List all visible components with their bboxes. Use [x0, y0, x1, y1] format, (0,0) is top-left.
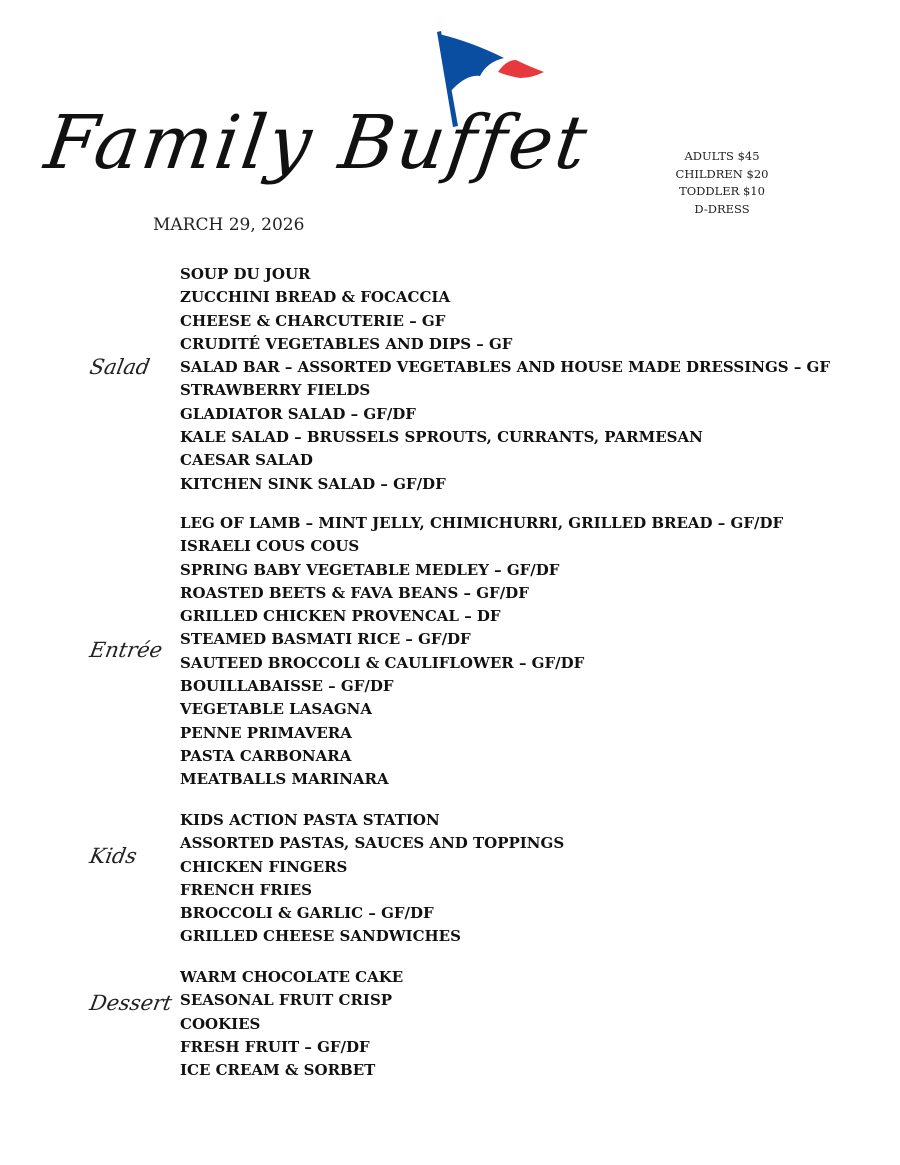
menu-item: BOUILLABAISSE – GF/DF	[180, 677, 394, 696]
price-children: CHILDREN $20	[675, 166, 769, 181]
menu-item: PENNE PRIMAVERA	[180, 723, 352, 742]
menu-item: FRENCH FRIES	[180, 880, 312, 899]
menu-item: MEATBALLS MARINARA	[180, 770, 389, 789]
menu-item: ICE CREAM & SORBET	[180, 1061, 376, 1080]
menu-item: GLADIATOR SALAD – GF/DF	[180, 404, 416, 423]
price-adults: ADULTS $45	[684, 149, 760, 163]
menu-item: CHICKEN FINGERS	[180, 857, 348, 876]
menu-item: VEGETABLE LASAGNA	[180, 700, 372, 719]
menu-item: SPRING BABY VEGETABLE MEDLEY – GF/DF	[180, 560, 560, 579]
kids-label: Kids	[87, 844, 139, 868]
price-list	[660, 148, 784, 218]
menu-item: CAESAR SALAD	[180, 451, 313, 470]
menu-item: KIDS ACTION PASTA STATION	[180, 811, 440, 829]
entree-items	[180, 512, 880, 792]
menu-item: ZUCCHINI BREAD & FOCACCIA	[180, 288, 451, 307]
entree-label: Entrée	[87, 638, 165, 662]
menu-item: CRUDITÉ VEGETABLES AND DIPS – GF	[180, 334, 513, 353]
menu-item: CHEESE & CHARCUTERIE – GF	[180, 311, 446, 330]
dessert-items	[180, 966, 880, 1082]
menu-item: STEAMED BASMATI RICE – GF/DF	[180, 630, 471, 649]
burgee-flag-icon	[432, 28, 548, 128]
menu-item: SALAD BAR – ASSORTED VEGETABLES AND HOUSE MADE DRESSINGS – GF	[180, 358, 830, 377]
dessert-label: Dessert	[87, 991, 174, 1015]
menu-item: GRILLED CHEESE SANDWICHES	[180, 927, 461, 946]
menu-item: SOUP DU JOUR	[180, 265, 311, 283]
menu-item: ROASTED BEETS & FAVA BEANS – GF/DF	[180, 583, 529, 602]
menu-item: LEG OF LAMB – MINT JELLY, CHIMICHURRI, GRILLED BREAD – GF/DF	[180, 514, 784, 532]
menu-item: WARM CHOCOLATE CAKE	[180, 968, 404, 986]
menu-item: BROCCOLI & GARLIC – GF/DF	[180, 904, 434, 923]
menu-item: SAUTEED BROCCOLI & CAULIFLOWER – GF/DF	[180, 653, 585, 672]
menu-item: COOKIES	[180, 1014, 261, 1033]
menu-item: STRAWBERRY FIELDS	[180, 381, 371, 400]
menu-item: KALE SALAD – BRUSSELS SPROUTS, CURRANTS, PARMESAN	[180, 428, 703, 447]
price-toddler: TODDLER $10	[679, 184, 765, 198]
menu-item: ASSORTED PASTAS, SAUCES AND TOPPINGS	[180, 834, 565, 853]
dress-code: D-DRESS	[694, 201, 750, 216]
menu-item: GRILLED CHICKEN PROVENCAL – DF	[180, 607, 501, 626]
menu-item: FRESH FRUIT – GF/DF	[180, 1037, 370, 1056]
menu-item: SEASONAL FRUIT CRISP	[180, 991, 393, 1010]
kids-items	[180, 809, 880, 949]
salad-label: Salad	[87, 355, 152, 379]
menu-item: ISRAELI COUS COUS	[180, 537, 360, 556]
page-title: Family Buffet	[39, 100, 595, 186]
event-date: MARCH 29, 2026	[153, 215, 305, 235]
salad-items	[180, 263, 880, 496]
menu-item: PASTA CARBONARA	[180, 746, 352, 765]
menu-item: KITCHEN SINK SALAD – GF/DF	[180, 474, 446, 493]
